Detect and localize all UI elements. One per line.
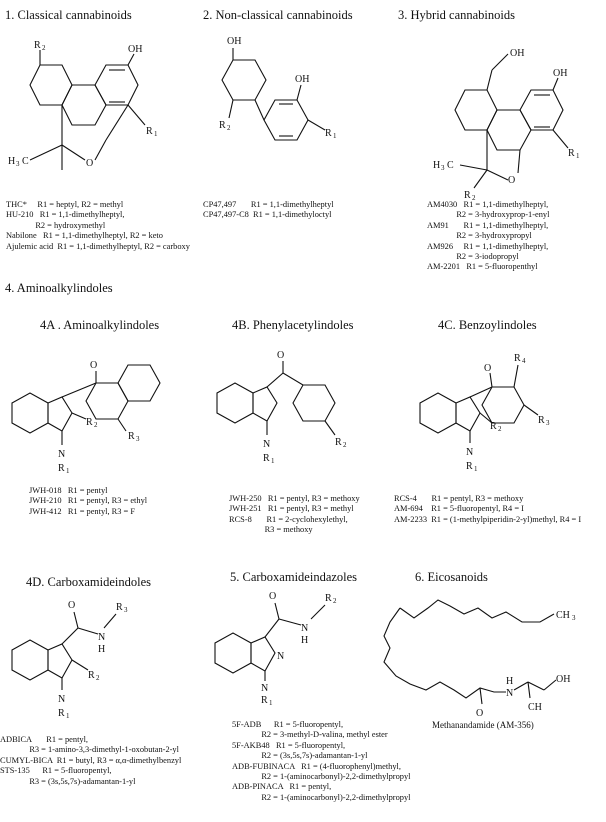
label-r2-sub: 2: [333, 597, 337, 605]
legend-carboxamideindoles: ADBICA R1 = pentyl, R3 = 1-amino-3,3-dimethyl-1-oxobutan-2-yl CUMYL-BICA R1 = butyl, R3 = α,α-dimethylbenzyl STS-135 R1 = 5-fluoropentyl, R3 = (3s,5s,7s)-adamantan-1-yl: [0, 735, 182, 786]
label-r1: R: [325, 128, 332, 139]
label-h3c-sub: 3: [441, 164, 445, 172]
legend-phenylacetylindoles: JWH-250 R1 = pentyl, R3 = methoxy JWH-251 R1 = pentyl, R3 = methyl RCS-8 R1 = 2-cyclohexylethyl, R3 = methoxy: [229, 494, 360, 535]
label-oh: OH: [227, 36, 242, 47]
label-r1: R: [146, 126, 153, 137]
label-r2: R: [325, 593, 332, 604]
label-r1: R: [58, 463, 65, 474]
label-r1: R: [261, 695, 268, 706]
label-oh: OH: [128, 44, 143, 55]
structure-carboxamideindole: [0, 590, 200, 720]
label-nh: N: [98, 632, 106, 643]
label-r1-sub: 1: [154, 130, 158, 138]
label-r3-sub: 3: [124, 606, 128, 614]
label-n: N: [506, 688, 514, 699]
heading-4c: 4C. Benzoylindoles: [438, 318, 537, 332]
label-oh2: OH: [295, 74, 310, 85]
label-n: N: [261, 683, 269, 694]
label-o: O: [90, 360, 98, 371]
label-r2-sub: 2: [96, 674, 100, 682]
label-h: H: [506, 676, 514, 687]
legend-hybrid: AM4030 R1 = 1,1-dimethylheptyl, R2 = 3-hydroxyprop-1-enyl AM91 R1 = 1,1-dimethylheptyl, R2 = 3-hydroxypropyl AM926 R1 = 1,1-dimethylheptyl, R2 = 3-iodopropyl AM-2201 R1 = 5-fluoropenthyl: [427, 200, 550, 272]
label-ch3-sub: 3: [572, 614, 576, 622]
label-h3c-sub: 3: [16, 160, 20, 168]
label-o: O: [86, 158, 94, 169]
label-r2: R: [464, 190, 471, 201]
structure-methanandamide: [380, 592, 602, 722]
structure-classical-cannabinoid: [0, 30, 200, 200]
label-r4: R: [514, 353, 521, 364]
heading-4a: 4A . Aminoalkylindoles: [40, 318, 160, 332]
legend-classical: THC* R1 = heptyl, R2 = methyl HU-210 R1 = 1,1-dimethylheptyl, R2 = hydroxymethyl Nabilone R1 = 1,1-dimethylheptyl, R2 = keto Ajulemic acid R1 = 1,1-dimethylheptyl, R2 = carboxy: [6, 200, 190, 251]
structure-hybrid-cannabinoid: [400, 30, 600, 200]
label-r2-sub: 2: [227, 124, 231, 132]
heading-nonclassical: 2. Non-classical cannabinoids: [203, 8, 353, 22]
label-h: H: [301, 635, 309, 646]
heading-4b: 4B. Phenylacetylindoles: [232, 318, 354, 332]
legend-benzoylindoles: RCS-4 R1 = pentyl, R3 = methoxy AM-694 R1 = 5-fluoropentyl, R4 = I AM-2233 R1 = (1-methylpiperidin-2-yl)methyl, R4 = I: [394, 494, 582, 524]
label-r3: R: [116, 602, 123, 613]
legend-methanandamide: Methanandamide (AM-356): [432, 720, 534, 730]
heading-classical: 1. Classical cannabinoids: [5, 8, 132, 22]
label-o: O: [277, 350, 285, 361]
label-n: N: [58, 449, 66, 460]
label-n: N: [466, 447, 474, 458]
heading-eicosanoids: 6. Eicosanoids: [415, 570, 488, 584]
label-r1: R: [466, 461, 473, 472]
label-r2-sub: 2: [498, 425, 502, 433]
label-o: O: [68, 600, 76, 611]
label-r1-sub: 1: [333, 132, 337, 140]
label-ch3: CH: [556, 610, 570, 621]
label-h: H: [98, 644, 106, 655]
label-h3c: H: [433, 160, 441, 171]
label-r2-sub: 2: [94, 421, 98, 429]
label-r3-sub: 3: [136, 435, 140, 443]
label-n-ring: N: [277, 651, 285, 662]
label-n: N: [58, 694, 66, 705]
legend-carboxamideindazoles: 5F-ADB R1 = 5-fluoropentyl, R2 = 3-methyl-D-valina, methyl ester 5F-AKB48 R1 = 5-fluoropentyl, R2 = (3s,5s,7s)-adamantan-1-yl ADB-FUBINACA R1 = (4-fluorophenyl)methyl, R2 = 1-(aminocarbonyl)-2,2-dimethylpropyl ADB-PINACA R1 = pentyl, R2 = 1-(aminocarbonyl)-2,2-dimethylpropyl: [232, 720, 411, 802]
label-r2: R: [219, 120, 226, 131]
heading-aminoalkylindoles: 4. Aminoalkylindoles: [5, 281, 113, 295]
heading-carboxamideindazoles: 5. Carboxamideindazoles: [230, 570, 358, 584]
label-r1-sub: 1: [66, 712, 70, 720]
structure-benzoylindole: [410, 335, 606, 475]
label-r3: R: [128, 431, 135, 442]
label-r2: R: [335, 437, 342, 448]
label-r2: R: [88, 670, 95, 681]
label-n: N: [263, 439, 271, 450]
label-o: O: [484, 363, 492, 374]
heading-hybrid: 3. Hybrid cannabinoids: [398, 8, 515, 22]
structure-nonclassical-cannabinoid: [205, 30, 375, 180]
label-o: O: [476, 708, 484, 719]
label-r1-sub: 1: [576, 152, 580, 160]
label-r1-sub: 1: [269, 699, 273, 707]
structure-carboxamideindazole: [205, 585, 395, 705]
label-nh: N: [301, 623, 309, 634]
label-h3c: H: [8, 156, 16, 167]
label-r2: R: [34, 40, 41, 51]
label-h3c-c: C: [22, 156, 29, 167]
label-oh: OH: [553, 68, 568, 79]
label-r2-sub: 2: [42, 44, 46, 52]
label-r3: R: [538, 415, 545, 426]
legend-nonclassical: CP47,497 R1 = 1,1-dimethylheptyl CP47,497-C8 R1 = 1,1-dimethyloctyl: [203, 200, 334, 220]
label-r1: R: [568, 148, 575, 159]
label-r3-sub: 3: [546, 419, 550, 427]
label-oh-top: OH: [510, 48, 525, 59]
label-r2-sub: 2: [343, 441, 347, 449]
heading-4d: 4D. Carboxamideindoles: [26, 575, 151, 589]
label-o: O: [269, 591, 277, 602]
label-r2-sub: 2: [472, 194, 476, 202]
label-r4-sub: 4: [522, 357, 526, 365]
label-r1-sub: 1: [66, 467, 70, 475]
legend-aminoalkylindoles: JWH-018 R1 = pentyl JWH-210 R1 = pentyl, R3 = ethyl JWH-412 R1 = pentyl, R3 = F: [29, 486, 148, 516]
label-o: O: [508, 175, 516, 186]
label-ch3-bottom: CH: [528, 702, 542, 713]
structure-phenylacetylindole: [205, 335, 405, 475]
label-r1-sub: 1: [474, 465, 478, 473]
label-oh: OH: [556, 674, 571, 685]
label-r1-sub: 1: [271, 457, 275, 465]
label-r1: R: [58, 708, 65, 719]
label-r2: R: [490, 421, 497, 432]
label-r1: R: [263, 453, 270, 464]
structure-aminoalkylindole: [0, 335, 200, 475]
label-r2: R: [86, 417, 93, 428]
label-h3c-c: C: [447, 160, 454, 171]
